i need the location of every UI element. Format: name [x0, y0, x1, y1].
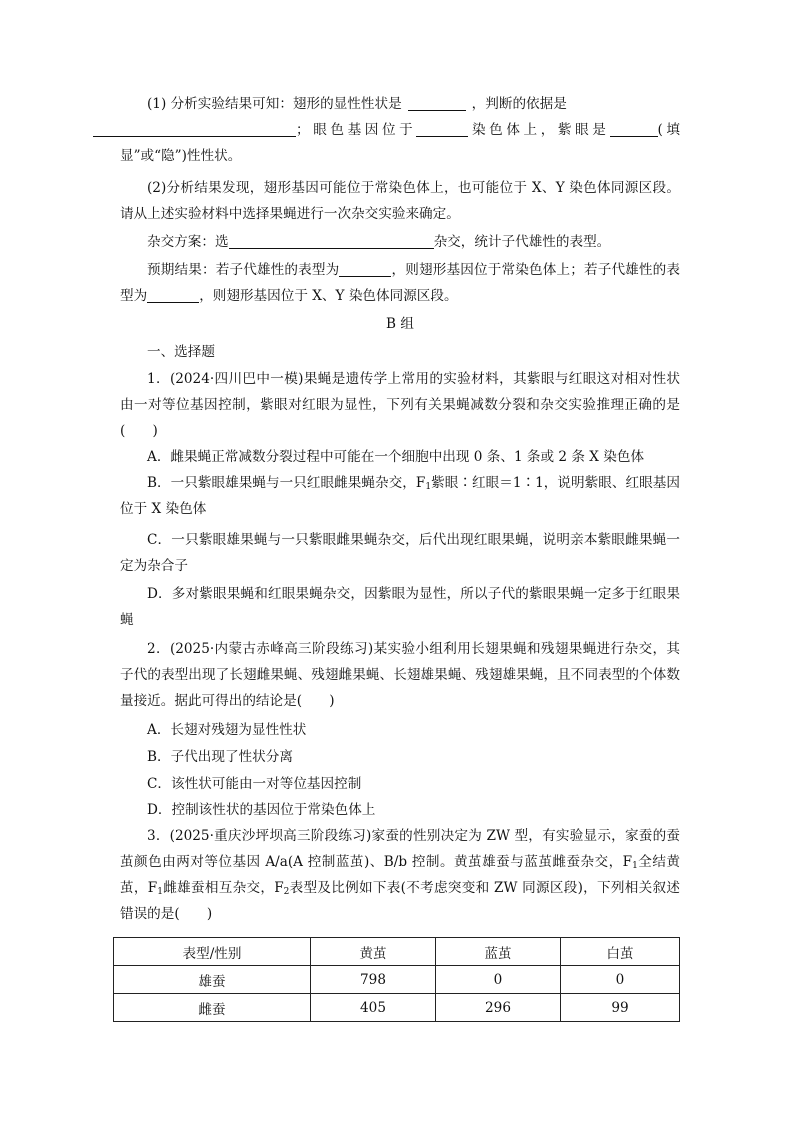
q1-option-d[interactable]: D．多对紫眼果蝇和红眼果蝇杂交，因紫眼为显性，所以子代的紫眼果蝇一定多于红眼果蝇: [120, 586, 680, 628]
q1-option-b[interactable]: B．一只紫眼雄果蝇与一只红眼雌果蝇杂交，$F_1$紫眼∶红眼＝1∶1，说明紫眼、红眼基因位于 X 染色体: [120, 475, 681, 517]
q1-part-e: (填显”或“隐”)性性状。: [120, 122, 681, 164]
part-heading: 一、选择题: [147, 344, 215, 360]
answer-blank[interactable]: [408, 95, 466, 111]
q2-option-c[interactable]: C．该性状可能由一对等位基因控制: [147, 776, 362, 792]
table-header-cell: 表型/性别: [114, 938, 311, 966]
q1-part-b: ，判断的依据是: [471, 96, 567, 112]
table-cell: 99: [561, 994, 680, 1022]
q1-stem: 1．(2024·四川巴中一模)果蝇是遗传学上常用的实验材料，其紫眼与红眼这对相对性状由一对等位基因控制，紫眼对红眼为显性，下列有关果蝇减数分裂和杂交实验推理正确的是( ): [120, 371, 680, 439]
q1-part-d: 染色体上，紫眼是: [468, 122, 610, 138]
table-cell: 296: [436, 994, 561, 1022]
answer-blank[interactable]: [610, 121, 658, 137]
table-cell: 0: [436, 966, 561, 994]
q2-stem: 2．(2025·内蒙古赤峰高三阶段练习)某实验小组利用长翅果蝇和残翅果蝇进行杂交，其子代的表型出现了长翅雌果蝇、残翅雌果蝇、长翅雄果蝇、残翅雄果蝇，且不同表型的个体数量接近。据此可得出的结论是( ): [120, 641, 680, 709]
pred-part-c: ，则翅形基因位于 X、Y 染色体同源区段。: [199, 288, 458, 304]
q1-option-a[interactable]: A．雌果蝇正常减数分裂过程中可能在一个细胞中出现 0 条、1 条或 2 条 X 染色体: [147, 449, 645, 465]
q1-part-a: (1) 分析实验结果可知：翅形的显性性状是: [147, 96, 402, 112]
table-header-row: [114, 938, 680, 966]
table-cell: 雌蚕: [114, 994, 311, 1022]
answer-blank[interactable]: [339, 261, 391, 277]
phenotype-table: [113, 937, 680, 1022]
table-cell: 405: [311, 994, 436, 1022]
answer-blank[interactable]: [416, 121, 468, 137]
answer-blank[interactable]: [147, 287, 199, 303]
question-2-text: (2)分析结果发现，翅形基因可能位于常染色体上，也可能位于 X、Y 染色体同源区段。请从上述实验材料中选择果蝇进行一次杂交实验来确定。: [120, 180, 680, 222]
table-cell: 雄蚕: [114, 966, 311, 994]
q2-option-a[interactable]: A．长翅对残翅为显性性状: [147, 722, 307, 738]
cross-plan: [120, 229, 680, 255]
plan-label: 杂交方案：选: [147, 234, 229, 250]
pred-part-b: ，则翅形基因位于常染色体上；若子代雄性的表型为: [120, 262, 681, 304]
section-heading: B 组: [386, 316, 414, 332]
table-header-cell: 蓝茧: [436, 938, 561, 966]
answer-blank[interactable]: [229, 233, 434, 249]
table-row: [114, 966, 680, 994]
table-cell: 0: [561, 966, 680, 994]
answer-blank[interactable]: [93, 121, 296, 137]
predicted-result: [120, 257, 680, 309]
q1-part-c: ；眼色基因位于: [296, 122, 417, 138]
q3-stem: 3．(2025·重庆沙坪坝高三阶段练习)家蚕的性别决定为 ZW 型，有实验显示，家蚕的蚕茧颜色由两对等位基因 A/a(A 控制蓝茧)、B/b 控制。黄茧雄蚕与蓝茧雌蚕杂交，$F_1$全结黄茧，$F_1$雌雄蚕相互杂交，$F_2$表型及比例如下表(不考虑突变和 ZW 同源区段)，下列相关叙述错误的是( ): [120, 828, 681, 922]
table-row: [114, 994, 680, 1022]
q2-option-b[interactable]: B．子代出现了性状分离: [147, 749, 293, 765]
plan-text: 杂交，统计子代雄性的表型。: [433, 234, 611, 250]
pred-part-a: 预期结果：若子代雄性的表型为: [147, 262, 340, 278]
table-header-cell: 黄茧: [311, 938, 436, 966]
q2-option-d[interactable]: D．控制该性状的基因位于常染色体上: [147, 802, 376, 818]
table-cell: 798: [311, 966, 436, 994]
q1-option-c[interactable]: C．一只紫眼雄果蝇与一只紫眼雌果蝇杂交，后代出现红眼果蝇，说明亲本紫眼雌果蝇一定为杂合子: [120, 532, 680, 574]
question-1-text: [120, 91, 680, 169]
table-header-cell: 白茧: [561, 938, 680, 966]
